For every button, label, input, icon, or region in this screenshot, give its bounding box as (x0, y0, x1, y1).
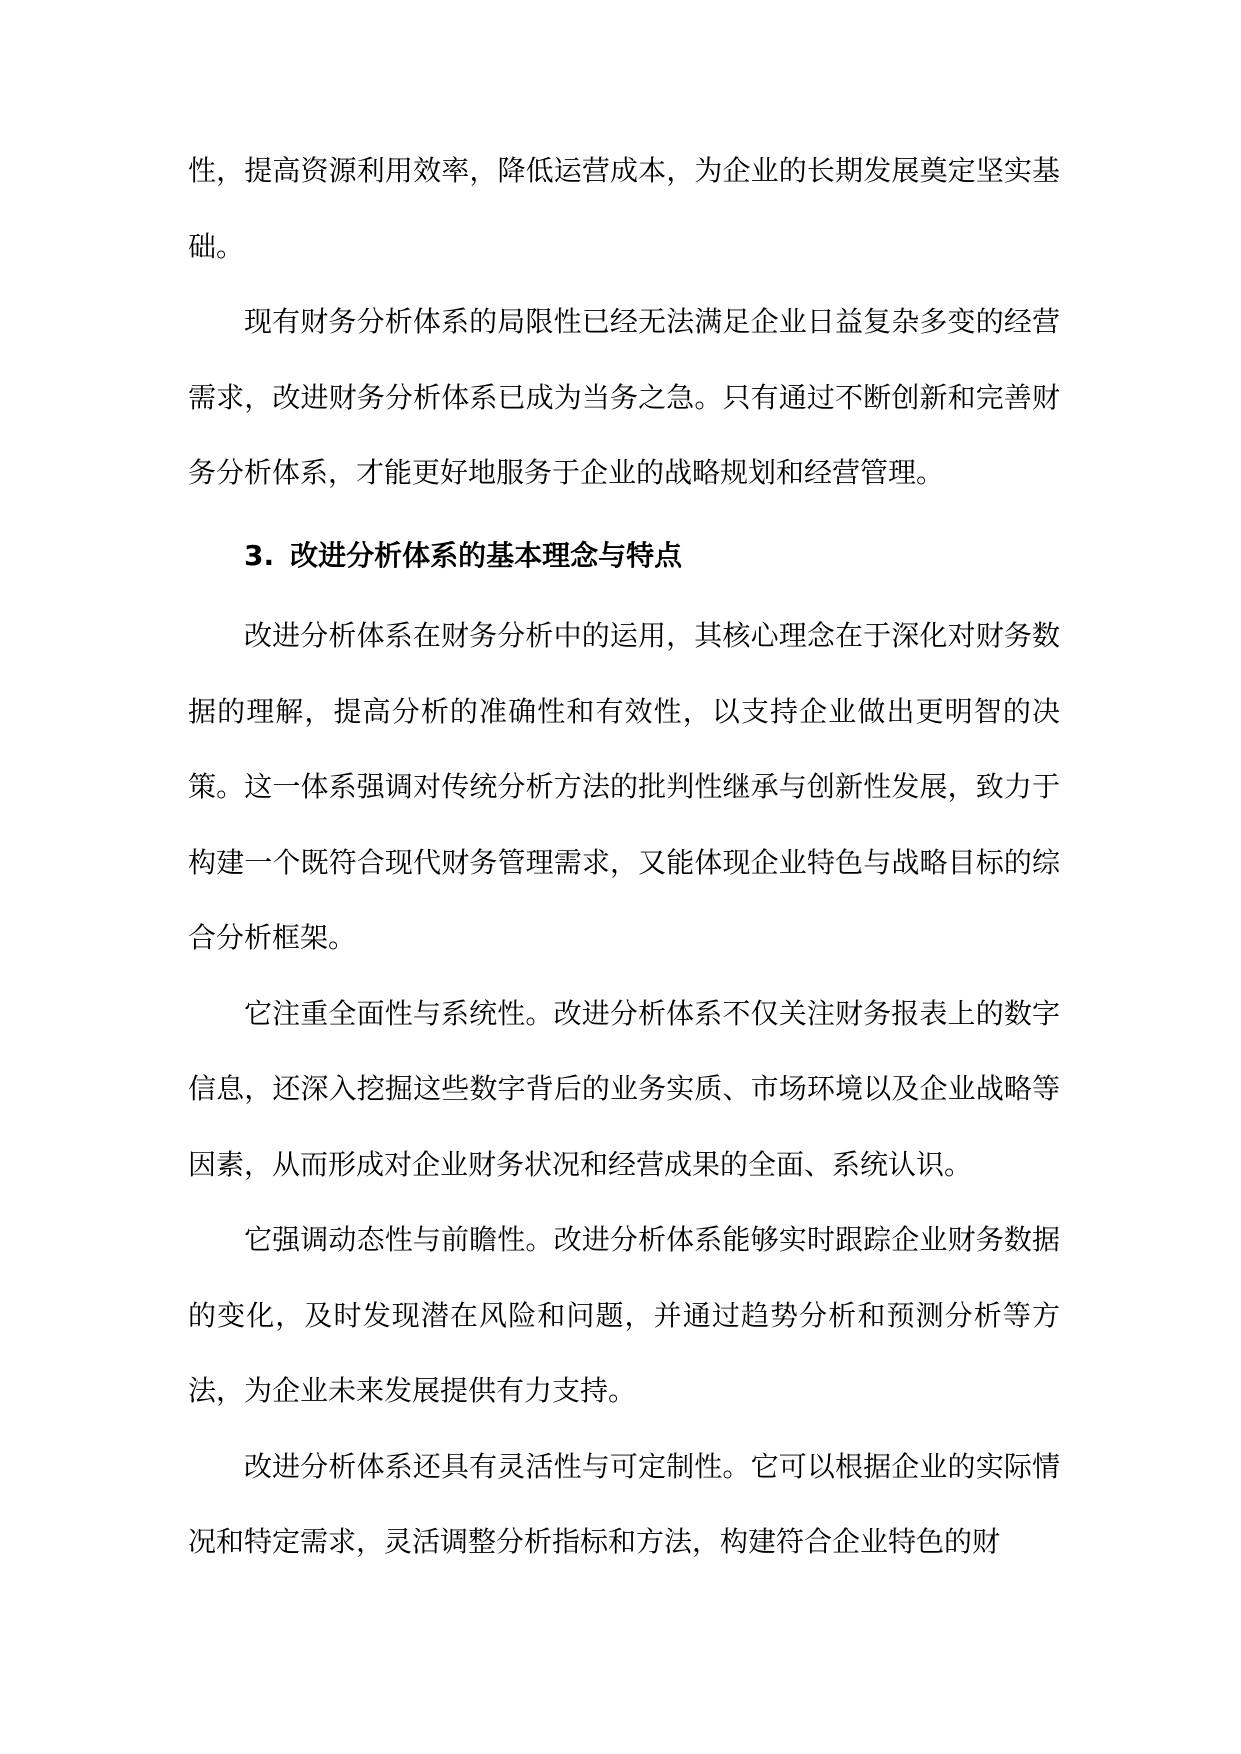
paragraph-continued: 性，提高资源利用效率，降低运营成本，为企业的长期发展奠定坚实基础。 (188, 154, 1060, 263)
section-title: 改进分析体系的基本理念与特点 (290, 538, 683, 572)
paragraph-comprehensiveness: 它注重全面性与系统性。改进分析体系不仅关注财务报表上的数字信息，还深入挖掘这些数字背后的业务实质、市场环境以及企业战略等因素，从而形成对企业财务状况和经营成果的全面、系统认识。 (188, 996, 1060, 1181)
paragraph-flexibility: 改进分析体系还具有灵活性与可定制性。它可以根据企业的实际情况和特定需求，灵活调整分析指标和方法，构建符合企业特色的财 (188, 1449, 1060, 1558)
paragraph-dynamism: 它强调动态性与前瞻性。改进分析体系能够实时跟踪企业财务数据的变化，及时发现潜在风险和问题，并通过趋势分析和预测分析等方法，为企业未来发展提供有力支持。 (188, 1223, 1060, 1407)
paragraph-limitations: 现有财务分析体系的局限性已经无法满足企业日益复杂多变的经营需求，改进财务分析体系已成为当务之急。只有通过不断创新和完善财务分析体系，才能更好地服务于企业的战略规划和经营管理。 (188, 305, 1060, 489)
section-number: 3. (244, 538, 275, 572)
document-body (188, 133, 1060, 1580)
section-heading (188, 511, 1060, 599)
paragraph-core-concept: 改进分析体系在财务分析中的运用，其核心理念在于深化对财务数据的理解，提高分析的准确性和有效性，以支持企业做出更明智的决策。这一体系强调对传统分析方法的批判性继承与创新性发展，致力于构建一个既符合现代财务管理需求，又能体现企业特色与战略目标的综合分析框架。 (188, 619, 1060, 954)
